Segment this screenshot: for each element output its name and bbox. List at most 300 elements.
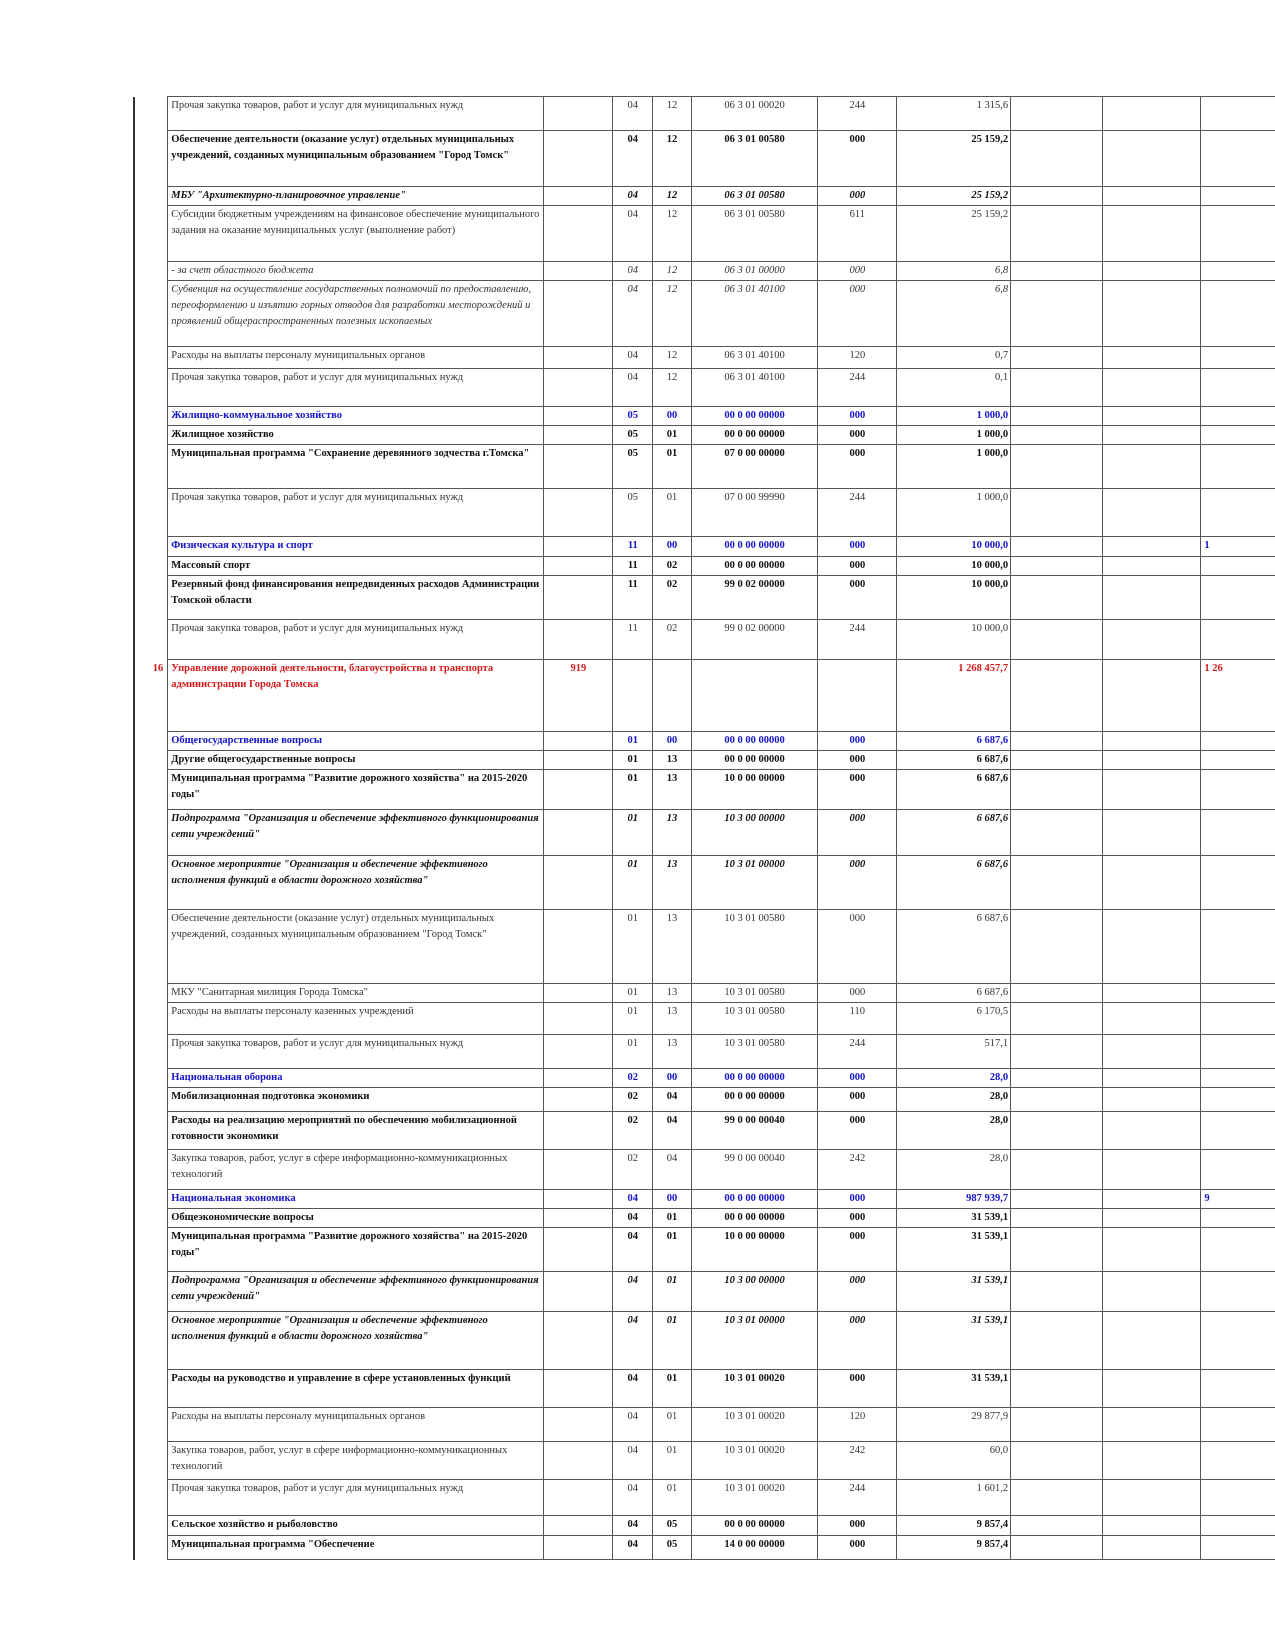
row-expense-type: 000	[818, 1312, 897, 1370]
row-expense-type: 000	[818, 1190, 897, 1209]
row-extra-col-1	[1011, 856, 1103, 910]
row-extra-col-1	[1011, 910, 1103, 984]
row-name: Управление дорожной деятельности, благоустройства и транспорта администрации Города Томска	[168, 660, 544, 732]
row-extra-col-1	[1011, 1516, 1103, 1536]
row-extra-col-3	[1201, 407, 1275, 426]
row-amount: 25 159,2	[897, 206, 1011, 262]
row-subsection-code: 13	[653, 856, 692, 910]
row-extra-col-1	[1011, 1209, 1103, 1228]
table-row	[134, 810, 1275, 856]
row-target-article: 00 0 00 00000	[691, 732, 818, 751]
table-row	[134, 1209, 1275, 1228]
row-dept-code	[544, 131, 613, 187]
table-row	[134, 1480, 1275, 1516]
row-extra-col-1	[1011, 1190, 1103, 1209]
table-row	[134, 1370, 1275, 1408]
row-expense-type: 000	[818, 732, 897, 751]
row-extra-col-2	[1102, 732, 1201, 751]
row-number	[134, 97, 168, 131]
row-subsection-code: 00	[653, 1190, 692, 1209]
row-expense-type: 000	[818, 281, 897, 347]
row-dept-code	[544, 751, 613, 770]
table-row	[134, 620, 1275, 660]
row-extra-col-1	[1011, 1069, 1103, 1088]
row-name: Расходы на руководство и управление в сфере установленных функций	[168, 1370, 544, 1408]
row-extra-col-2	[1102, 206, 1201, 262]
table-row	[134, 1272, 1275, 1312]
row-extra-col-2	[1102, 576, 1201, 620]
row-dept-code	[544, 97, 613, 131]
table-row	[134, 1516, 1275, 1536]
row-subsection-code: 01	[653, 1209, 692, 1228]
row-name: Общегосударственные вопросы	[168, 732, 544, 751]
row-amount: 31 539,1	[897, 1209, 1011, 1228]
table-row	[134, 1408, 1275, 1442]
row-dept-code	[544, 810, 613, 856]
row-extra-col-3	[1201, 1035, 1275, 1069]
row-amount: 28,0	[897, 1112, 1011, 1150]
row-section-code: 05	[613, 426, 653, 445]
table-row	[134, 1035, 1275, 1069]
row-subsection-code: 12	[653, 369, 692, 407]
row-dept-code	[544, 576, 613, 620]
row-amount: 29 877,9	[897, 1408, 1011, 1442]
row-subsection-code: 13	[653, 751, 692, 770]
row-expense-type: 244	[818, 489, 897, 537]
row-target-article: 10 3 01 00020	[691, 1442, 818, 1480]
row-dept-code	[544, 445, 613, 489]
row-name: Закупка товаров, работ, услуг в сфере информационно-коммуникационных технологий	[168, 1442, 544, 1480]
row-extra-col-3	[1201, 1408, 1275, 1442]
row-amount: 6 687,6	[897, 732, 1011, 751]
row-extra-col-1	[1011, 97, 1103, 131]
row-subsection-code	[653, 660, 692, 732]
row-extra-col-2	[1102, 810, 1201, 856]
row-number	[134, 1408, 168, 1442]
row-dept-code	[544, 557, 613, 576]
row-extra-col-1	[1011, 1480, 1103, 1516]
row-target-article: 07 0 00 99990	[691, 489, 818, 537]
row-name: Мобилизационная подготовка экономики	[168, 1088, 544, 1112]
table-row	[134, 131, 1275, 187]
row-section-code: 04	[613, 1442, 653, 1480]
row-extra-col-2	[1102, 131, 1201, 187]
row-number	[134, 369, 168, 407]
row-name: Расходы на выплаты персоналу муниципальных органов	[168, 1408, 544, 1442]
row-extra-col-2	[1102, 1536, 1201, 1560]
row-section-code: 04	[613, 131, 653, 187]
row-subsection-code: 04	[653, 1112, 692, 1150]
row-extra-col-3	[1201, 910, 1275, 984]
row-section-code: 05	[613, 407, 653, 426]
row-section-code: 04	[613, 369, 653, 407]
row-extra-col-3	[1201, 281, 1275, 347]
row-name: Жилищное хозяйство	[168, 426, 544, 445]
row-expense-type: 000	[818, 810, 897, 856]
row-section-code: 04	[613, 1190, 653, 1209]
row-subsection-code: 01	[653, 1442, 692, 1480]
table-row	[134, 262, 1275, 281]
row-target-article	[691, 660, 818, 732]
row-extra-col-3	[1201, 856, 1275, 910]
row-target-article: 99 0 02 00000	[691, 576, 818, 620]
row-amount: 6 687,6	[897, 984, 1011, 1003]
row-name: Прочая закупка товаров, работ и услуг для муниципальных нужд	[168, 489, 544, 537]
table-row	[134, 1088, 1275, 1112]
row-number	[134, 751, 168, 770]
row-expense-type: 000	[818, 407, 897, 426]
row-extra-col-3	[1201, 751, 1275, 770]
row-expense-type: 000	[818, 1112, 897, 1150]
row-target-article: 10 3 01 00580	[691, 1003, 818, 1035]
row-expense-type: 242	[818, 1150, 897, 1190]
row-name: Общеэкономические вопросы	[168, 1209, 544, 1228]
row-dept-code	[544, 1228, 613, 1272]
row-extra-col-2	[1102, 1035, 1201, 1069]
row-extra-col-3	[1201, 1069, 1275, 1088]
row-name: Основное мероприятие "Организация и обеспечение эффективного исполнения функций в области дорожного хозяйства"	[168, 856, 544, 910]
row-target-article: 99 0 00 00040	[691, 1150, 818, 1190]
row-extra-col-1	[1011, 407, 1103, 426]
row-expense-type: 244	[818, 1480, 897, 1516]
row-section-code: 04	[613, 1480, 653, 1516]
row-subsection-code: 00	[653, 537, 692, 557]
row-section-code: 04	[613, 1312, 653, 1370]
row-number	[134, 1442, 168, 1480]
row-amount: 28,0	[897, 1150, 1011, 1190]
row-number	[134, 810, 168, 856]
row-subsection-code: 01	[653, 1480, 692, 1516]
row-target-article: 00 0 00 00000	[691, 751, 818, 770]
row-amount: 60,0	[897, 1442, 1011, 1480]
row-extra-col-2	[1102, 1442, 1201, 1480]
row-extra-col-2	[1102, 984, 1201, 1003]
table-row	[134, 1150, 1275, 1190]
row-extra-col-2	[1102, 426, 1201, 445]
row-extra-col-1	[1011, 131, 1103, 187]
row-extra-col-1	[1011, 576, 1103, 620]
row-target-article: 00 0 00 00000	[691, 1088, 818, 1112]
row-extra-col-1	[1011, 557, 1103, 576]
row-name: Подпрограмма "Организация и обеспечение эффективного функционирования сети учреждений"	[168, 810, 544, 856]
row-dept-code	[544, 1069, 613, 1088]
table-row	[134, 1112, 1275, 1150]
row-amount: 31 539,1	[897, 1228, 1011, 1272]
row-amount: 987 939,7	[897, 1190, 1011, 1209]
row-number	[134, 1035, 168, 1069]
row-extra-col-1	[1011, 732, 1103, 751]
row-target-article: 10 3 01 00580	[691, 1035, 818, 1069]
row-number	[134, 1536, 168, 1560]
row-target-article: 00 0 00 00000	[691, 407, 818, 426]
row-extra-col-3	[1201, 576, 1275, 620]
row-name: Резервный фонд финансирования непредвиденных расходов Администрации Томской области	[168, 576, 544, 620]
row-extra-col-3	[1201, 1442, 1275, 1480]
row-extra-col-2	[1102, 557, 1201, 576]
row-target-article: 10 3 00 00000	[691, 1272, 818, 1312]
row-extra-col-3	[1201, 489, 1275, 537]
row-extra-col-1	[1011, 810, 1103, 856]
row-dept-code	[544, 1408, 613, 1442]
row-extra-col-1	[1011, 445, 1103, 489]
row-expense-type: 244	[818, 1035, 897, 1069]
table-row	[134, 576, 1275, 620]
row-name: Прочая закупка товаров, работ и услуг для муниципальных нужд	[168, 369, 544, 407]
row-target-article: 10 0 00 00000	[691, 770, 818, 810]
row-name: Закупка товаров, работ, услуг в сфере информационно-коммуникационных технологий	[168, 1150, 544, 1190]
row-subsection-code: 13	[653, 1003, 692, 1035]
row-target-article: 99 0 02 00000	[691, 620, 818, 660]
row-section-code: 11	[613, 557, 653, 576]
row-amount: 6 170,5	[897, 1003, 1011, 1035]
row-number	[134, 1190, 168, 1209]
row-extra-col-2	[1102, 262, 1201, 281]
row-name: Расходы на выплаты персоналу муниципальных органов	[168, 347, 544, 369]
row-expense-type: 000	[818, 856, 897, 910]
row-extra-col-3	[1201, 206, 1275, 262]
table-row	[134, 489, 1275, 537]
row-subsection-code: 13	[653, 1035, 692, 1069]
row-extra-col-3	[1201, 1516, 1275, 1536]
table-row	[134, 984, 1275, 1003]
row-dept-code	[544, 1480, 613, 1516]
row-dept-code	[544, 1150, 613, 1190]
row-section-code: 02	[613, 1150, 653, 1190]
row-number	[134, 620, 168, 660]
row-number	[134, 1088, 168, 1112]
row-dept-code	[544, 1516, 613, 1536]
row-expense-type: 000	[818, 1088, 897, 1112]
row-amount: 517,1	[897, 1035, 1011, 1069]
row-number	[134, 1209, 168, 1228]
row-subsection-code: 01	[653, 445, 692, 489]
row-target-article: 00 0 00 00000	[691, 426, 818, 445]
row-section-code: 11	[613, 620, 653, 660]
table-row	[134, 732, 1275, 751]
row-dept-code	[544, 984, 613, 1003]
table-row	[134, 281, 1275, 347]
row-extra-col-1	[1011, 369, 1103, 407]
row-section-code: 04	[613, 1209, 653, 1228]
row-extra-col-2	[1102, 407, 1201, 426]
row-expense-type: 000	[818, 984, 897, 1003]
row-expense-type: 000	[818, 1536, 897, 1560]
row-dept-code	[544, 1272, 613, 1312]
row-name: Жилищно-коммунальное хозяйство	[168, 407, 544, 426]
row-amount: 1 601,2	[897, 1480, 1011, 1516]
row-subsection-code: 12	[653, 262, 692, 281]
row-dept-code	[544, 620, 613, 660]
row-number	[134, 910, 168, 984]
row-extra-col-1	[1011, 660, 1103, 732]
table-row	[134, 369, 1275, 407]
row-amount: 1 000,0	[897, 426, 1011, 445]
row-section-code: 04	[613, 1516, 653, 1536]
row-section-code: 04	[613, 206, 653, 262]
row-extra-col-1	[1011, 1150, 1103, 1190]
row-name: Обеспечение деятельности (оказание услуг) отдельных муниципальных учреждений, созданных муниципальным образованием "Город Томск"	[168, 131, 544, 187]
row-extra-col-3	[1201, 1150, 1275, 1190]
row-extra-col-2	[1102, 1228, 1201, 1272]
row-extra-col-3	[1201, 1112, 1275, 1150]
row-number	[134, 347, 168, 369]
row-subsection-code: 05	[653, 1536, 692, 1560]
row-expense-type: 000	[818, 1209, 897, 1228]
row-extra-col-3	[1201, 984, 1275, 1003]
row-extra-col-2	[1102, 1190, 1201, 1209]
row-extra-col-1	[1011, 1088, 1103, 1112]
row-section-code: 04	[613, 97, 653, 131]
row-extra-col-3	[1201, 426, 1275, 445]
row-subsection-code: 01	[653, 426, 692, 445]
row-subsection-code: 01	[653, 1408, 692, 1442]
row-extra-col-1	[1011, 1408, 1103, 1442]
row-subsection-code: 02	[653, 557, 692, 576]
row-extra-col-1	[1011, 1272, 1103, 1312]
row-name: Субвенция на осуществление государственных полномочий по предоставлению, переоформлению и изъятию горных отводов для разработки месторождений и проявлений общераспространенных полезных ископаемых	[168, 281, 544, 347]
row-expense-type: 000	[818, 426, 897, 445]
budget-table	[133, 96, 1275, 1560]
row-amount: 28,0	[897, 1088, 1011, 1112]
row-expense-type: 000	[818, 537, 897, 557]
row-section-code: 02	[613, 1069, 653, 1088]
table-row	[134, 660, 1275, 732]
row-extra-col-2	[1102, 489, 1201, 537]
row-amount: 31 539,1	[897, 1370, 1011, 1408]
row-dept-code	[544, 1209, 613, 1228]
row-section-code	[613, 660, 653, 732]
row-amount: 25 159,2	[897, 187, 1011, 206]
row-subsection-code: 04	[653, 1150, 692, 1190]
row-target-article: 06 3 01 00580	[691, 187, 818, 206]
row-subsection-code: 00	[653, 732, 692, 751]
row-extra-col-1	[1011, 1312, 1103, 1370]
row-extra-col-2	[1102, 1408, 1201, 1442]
row-section-code: 02	[613, 1112, 653, 1150]
table-row	[134, 445, 1275, 489]
row-name: Подпрограмма "Организация и обеспечение эффективного функционирования сети учреждений"	[168, 1272, 544, 1312]
row-subsection-code: 02	[653, 620, 692, 660]
row-extra-col-3	[1201, 1003, 1275, 1035]
row-extra-col-2	[1102, 910, 1201, 984]
table-row	[134, 751, 1275, 770]
row-name: Основное мероприятие "Организация и обеспечение эффективного исполнения функций в области дорожного хозяйства"	[168, 1312, 544, 1370]
row-amount: 9 857,4	[897, 1536, 1011, 1560]
row-number: 16	[134, 660, 168, 732]
row-extra-col-3	[1201, 1088, 1275, 1112]
table-row	[134, 426, 1275, 445]
row-name: Муниципальная программа "Обеспечение	[168, 1536, 544, 1560]
row-section-code: 11	[613, 576, 653, 620]
row-subsection-code: 12	[653, 281, 692, 347]
row-section-code: 01	[613, 732, 653, 751]
row-extra-col-3	[1201, 445, 1275, 489]
table-row	[134, 1228, 1275, 1272]
row-section-code: 01	[613, 856, 653, 910]
row-number	[134, 187, 168, 206]
row-section-code: 11	[613, 537, 653, 557]
row-extra-col-1	[1011, 537, 1103, 557]
row-section-code: 04	[613, 347, 653, 369]
row-extra-col-3	[1201, 369, 1275, 407]
row-amount: 6 687,6	[897, 810, 1011, 856]
row-subsection-code: 04	[653, 1088, 692, 1112]
row-name: Прочая закупка товаров, работ и услуг для муниципальных нужд	[168, 1480, 544, 1516]
row-extra-col-2	[1102, 445, 1201, 489]
row-number	[134, 262, 168, 281]
row-dept-code	[544, 1536, 613, 1560]
row-dept-code	[544, 770, 613, 810]
row-name: Прочая закупка товаров, работ и услуг для муниципальных нужд	[168, 97, 544, 131]
row-amount: 25 159,2	[897, 131, 1011, 187]
row-extra-col-1	[1011, 489, 1103, 537]
row-section-code: 04	[613, 262, 653, 281]
row-amount: 6 687,6	[897, 910, 1011, 984]
row-extra-col-3	[1201, 262, 1275, 281]
row-subsection-code: 12	[653, 97, 692, 131]
row-number	[134, 1312, 168, 1370]
row-extra-col-3	[1201, 1480, 1275, 1516]
row-extra-col-3: 1	[1201, 537, 1275, 557]
row-number	[134, 1480, 168, 1516]
row-extra-col-1	[1011, 1228, 1103, 1272]
row-dept-code	[544, 187, 613, 206]
row-target-article: 10 3 01 00000	[691, 1312, 818, 1370]
row-name: МБУ "Архитектурно-планировочное управление"	[168, 187, 544, 206]
row-dept-code	[544, 206, 613, 262]
row-target-article: 10 3 01 00020	[691, 1480, 818, 1516]
row-amount: 0,1	[897, 369, 1011, 407]
row-amount: 6 687,6	[897, 856, 1011, 910]
row-number	[134, 732, 168, 751]
row-expense-type: 000	[818, 770, 897, 810]
table-row	[134, 770, 1275, 810]
row-number	[134, 1370, 168, 1408]
row-subsection-code: 05	[653, 1516, 692, 1536]
row-amount: 6 687,6	[897, 751, 1011, 770]
row-extra-col-2	[1102, 751, 1201, 770]
row-target-article: 06 3 01 00580	[691, 131, 818, 187]
table-row	[134, 347, 1275, 369]
row-target-article: 00 0 00 00000	[691, 1209, 818, 1228]
row-expense-type: 000	[818, 262, 897, 281]
row-section-code: 04	[613, 187, 653, 206]
row-target-article: 06 3 01 00020	[691, 97, 818, 131]
row-subsection-code: 01	[653, 1272, 692, 1312]
row-extra-col-3	[1201, 770, 1275, 810]
row-number	[134, 1069, 168, 1088]
row-target-article: 10 3 00 00000	[691, 810, 818, 856]
row-extra-col-2	[1102, 1112, 1201, 1150]
row-subsection-code: 13	[653, 910, 692, 984]
row-expense-type: 000	[818, 1069, 897, 1088]
row-subsection-code: 01	[653, 1312, 692, 1370]
row-extra-col-3	[1201, 620, 1275, 660]
row-target-article: 00 0 00 00000	[691, 1069, 818, 1088]
row-target-article: 06 3 01 00000	[691, 262, 818, 281]
row-expense-type: 000	[818, 445, 897, 489]
row-extra-col-3	[1201, 1209, 1275, 1228]
row-name: МКУ "Санитарная милиция Города Томска"	[168, 984, 544, 1003]
row-expense-type: 242	[818, 1442, 897, 1480]
row-expense-type: 000	[818, 1272, 897, 1312]
row-amount: 6,8	[897, 281, 1011, 347]
row-extra-col-1	[1011, 281, 1103, 347]
row-dept-code	[544, 732, 613, 751]
row-extra-col-2	[1102, 1088, 1201, 1112]
row-dept-code	[544, 910, 613, 984]
row-name: Обеспечение деятельности (оказание услуг) отдельных муниципальных учреждений, созданных муниципальным образованием "Город Томск"	[168, 910, 544, 984]
